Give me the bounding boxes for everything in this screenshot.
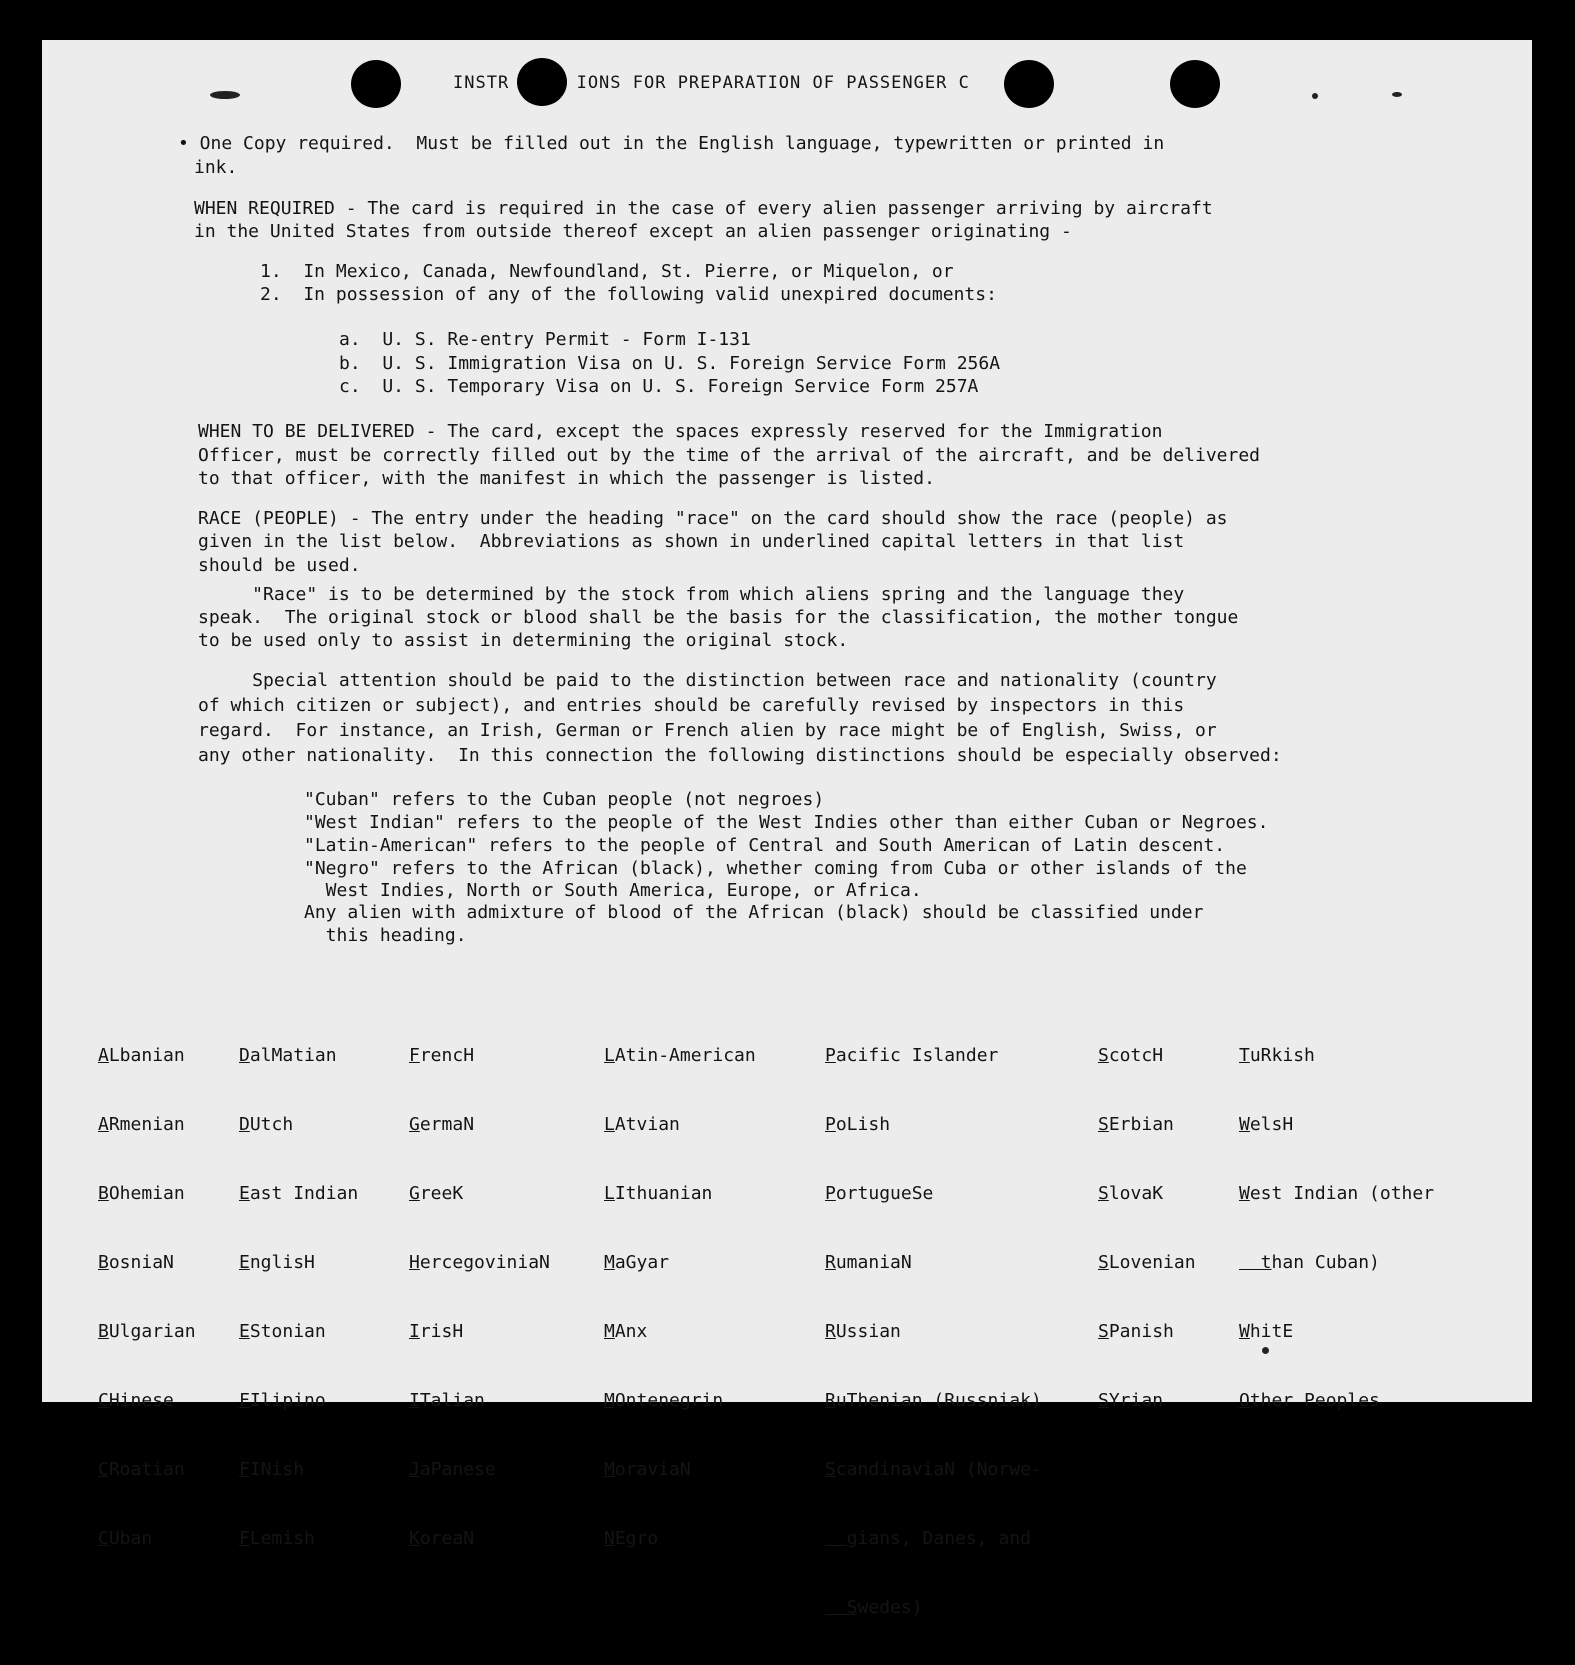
race-entry: DalMatian [239, 1045, 337, 1066]
race-entry: IrisH [409, 1321, 464, 1342]
race-entry: GreeK [409, 1183, 464, 1204]
intro-line: • One Copy required. Must be filled out in the English language, typewritten or printed in [178, 133, 1165, 154]
special-attention-line: any other nationality. In this connection the following distinctions should be especially observed: [198, 745, 1282, 766]
race-entry: RumaniaN [825, 1252, 912, 1273]
special-attention-line: regard. For instance, an Irish, German or French alien by race might be of English, Swiss, or [198, 720, 1217, 741]
race-entry: LAtin-American [604, 1045, 756, 1066]
race-entry: West Indian (other [1239, 1183, 1435, 1204]
race-entry: ScotcH [1098, 1045, 1164, 1066]
race-paragraph-line: "Race" is to be determined by the stock from which aliens spring and the language they [198, 584, 1185, 605]
race-entry: ARmenian [98, 1114, 185, 1135]
origin-item: 2. In possession of any of the following valid unexpired documents: [260, 284, 997, 305]
race-entry: PortugueSe [825, 1183, 934, 1204]
race-entry: LIthuanian [604, 1183, 713, 1204]
race-entry: East Indian [239, 1183, 359, 1204]
when-delivered-line: to that officer, with the manifest in which the passenger is listed. [198, 468, 935, 489]
race-column-2 [239, 998, 358, 1596]
race-entry: Other Peoples [1239, 1390, 1380, 1411]
race-entry: DUtch [239, 1114, 294, 1135]
race-entry: WhitE [1239, 1321, 1294, 1342]
race-entry: LAtvian [604, 1114, 680, 1135]
race-entry: FLemish [239, 1528, 315, 1549]
punch-hole-1 [351, 60, 401, 108]
document-item: c. U. S. Temporary Visa on U. S. Foreign Service Form 257A [339, 376, 979, 397]
race-entry: Pacific Islander [825, 1045, 999, 1066]
race-entry-continued: gians, Danes, and [825, 1528, 1031, 1549]
race-entry: SYrian [1098, 1390, 1164, 1411]
race-entry: SErbian [1098, 1114, 1174, 1135]
race-entry: CRoatian [98, 1459, 185, 1480]
race-entry: KoreaN [409, 1528, 475, 1549]
race-line: should be used. [198, 555, 361, 576]
distinction-line: "West Indian" refers to the people of the West Indies other than either Cuban or Negroes. [304, 812, 1269, 833]
when-required-line: WHEN REQUIRED - The card is required in the case of every alien passenger arriving by aircraft [194, 198, 1213, 219]
race-entry: BosniaN [98, 1252, 174, 1273]
distinction-line: West Indies, North or South America, Europe, or Africa. [304, 880, 922, 901]
race-column-5 [825, 998, 1042, 1665]
race-column-3 [409, 998, 550, 1596]
document-item: a. U. S. Re-entry Permit - Form I-131 [339, 329, 751, 350]
race-entry: NEgro [604, 1528, 659, 1549]
race-entry: TuRkish [1239, 1045, 1315, 1066]
special-attention-line: Special attention should be paid to the distinction between race and nationality (country [198, 670, 1217, 691]
race-entry: FIlipino [239, 1390, 326, 1411]
race-entry: PoLish [825, 1114, 891, 1135]
race-line: RACE (PEOPLE) - The entry under the heading "race" on the card should show the race (people) as [198, 508, 1228, 529]
document-item: b. U. S. Immigration Visa on U. S. Foreign Service Form 256A [339, 353, 1001, 374]
ink-speck [1392, 92, 1402, 97]
origin-item: 1. In Mexico, Canada, Newfoundland, St. Pierre, or Miquelon, or [260, 261, 954, 282]
race-entry: SLovenian [1098, 1252, 1196, 1273]
distinction-line: Any alien with admixture of blood of the African (black) should be classified under [304, 902, 1204, 923]
distinction-line: "Negro" refers to the African (black), whether coming from Cuba or other islands of the [304, 858, 1247, 879]
race-entry: HercegoviniaN [409, 1252, 550, 1273]
race-entry: MoraviaN [604, 1459, 691, 1480]
race-line: given in the list below. Abbreviations as shown in underlined capital letters in that list [198, 531, 1185, 552]
when-delivered-line: Officer, must be correctly filled out by the time of the arrival of the aircraft, and be delivered [198, 445, 1261, 466]
race-entry: CHinese [98, 1390, 174, 1411]
race-column-7 [1239, 998, 1434, 1458]
race-entry: MOntenegrin [604, 1390, 724, 1411]
distinction-line: this heading. [304, 925, 467, 946]
distinction-line: "Latin-American" refers to the people of Central and South American of Latin descent. [304, 835, 1226, 856]
race-entry: SPanish [1098, 1321, 1174, 1342]
race-entry: MAnx [604, 1321, 648, 1342]
race-entry: RUssian [825, 1321, 901, 1342]
race-entry: MaGyar [604, 1252, 670, 1273]
race-column-6 [1098, 998, 1196, 1458]
race-entry: BOhemian [98, 1183, 185, 1204]
race-entry: ScandinaviaN (Norwe- [825, 1459, 1042, 1480]
page-title: INSTR IONS FOR PREPARATION OF PASSENGER C [453, 73, 970, 93]
ink-speck [1312, 93, 1318, 99]
race-entry: EnglisH [239, 1252, 315, 1273]
race-entry-continued: than Cuban) [1239, 1252, 1380, 1273]
race-entry: BUlgarian [98, 1321, 196, 1342]
race-entry: JaPanese [409, 1459, 496, 1480]
race-entry: ITalian [409, 1390, 485, 1411]
when-required-line: in the United States from outside thereof except an alien passenger originating - [194, 221, 1072, 242]
race-paragraph-line: to be used only to assist in determining the original stock. [198, 630, 849, 651]
race-entry-continued: Swedes) [825, 1597, 923, 1618]
race-paragraph-line: speak. The original stock or blood shall be the basis for the classification, the mother tongue [198, 607, 1239, 628]
special-attention-line: of which citizen or subject), and entries should be carefully revised by inspectors in this [198, 695, 1185, 716]
race-entry: CUban [98, 1528, 153, 1549]
document-page [42, 40, 1532, 1618]
intro-line: ink. [194, 157, 238, 178]
punch-hole-3 [1004, 60, 1054, 108]
race-entry: EStonian [239, 1321, 326, 1342]
race-column-4 [604, 998, 756, 1596]
ink-speck [210, 91, 240, 99]
distinction-line: "Cuban" refers to the Cuban people (not negroes) [304, 789, 825, 810]
when-delivered-line: WHEN TO BE DELIVERED - The card, except the spaces expressly reserved for the Immigration [198, 421, 1163, 442]
race-entry: WelsH [1239, 1114, 1294, 1135]
race-entry: FINish [239, 1459, 305, 1480]
race-column-1 [98, 998, 196, 1596]
race-entry: RuThenian (Russniak) [825, 1390, 1042, 1411]
punch-hole-4 [1170, 60, 1220, 108]
race-entry: SlovaK [1098, 1183, 1164, 1204]
race-entry: FrencH [409, 1045, 475, 1066]
race-entry: ALbanian [98, 1045, 185, 1066]
race-entry: GermaN [409, 1114, 475, 1135]
